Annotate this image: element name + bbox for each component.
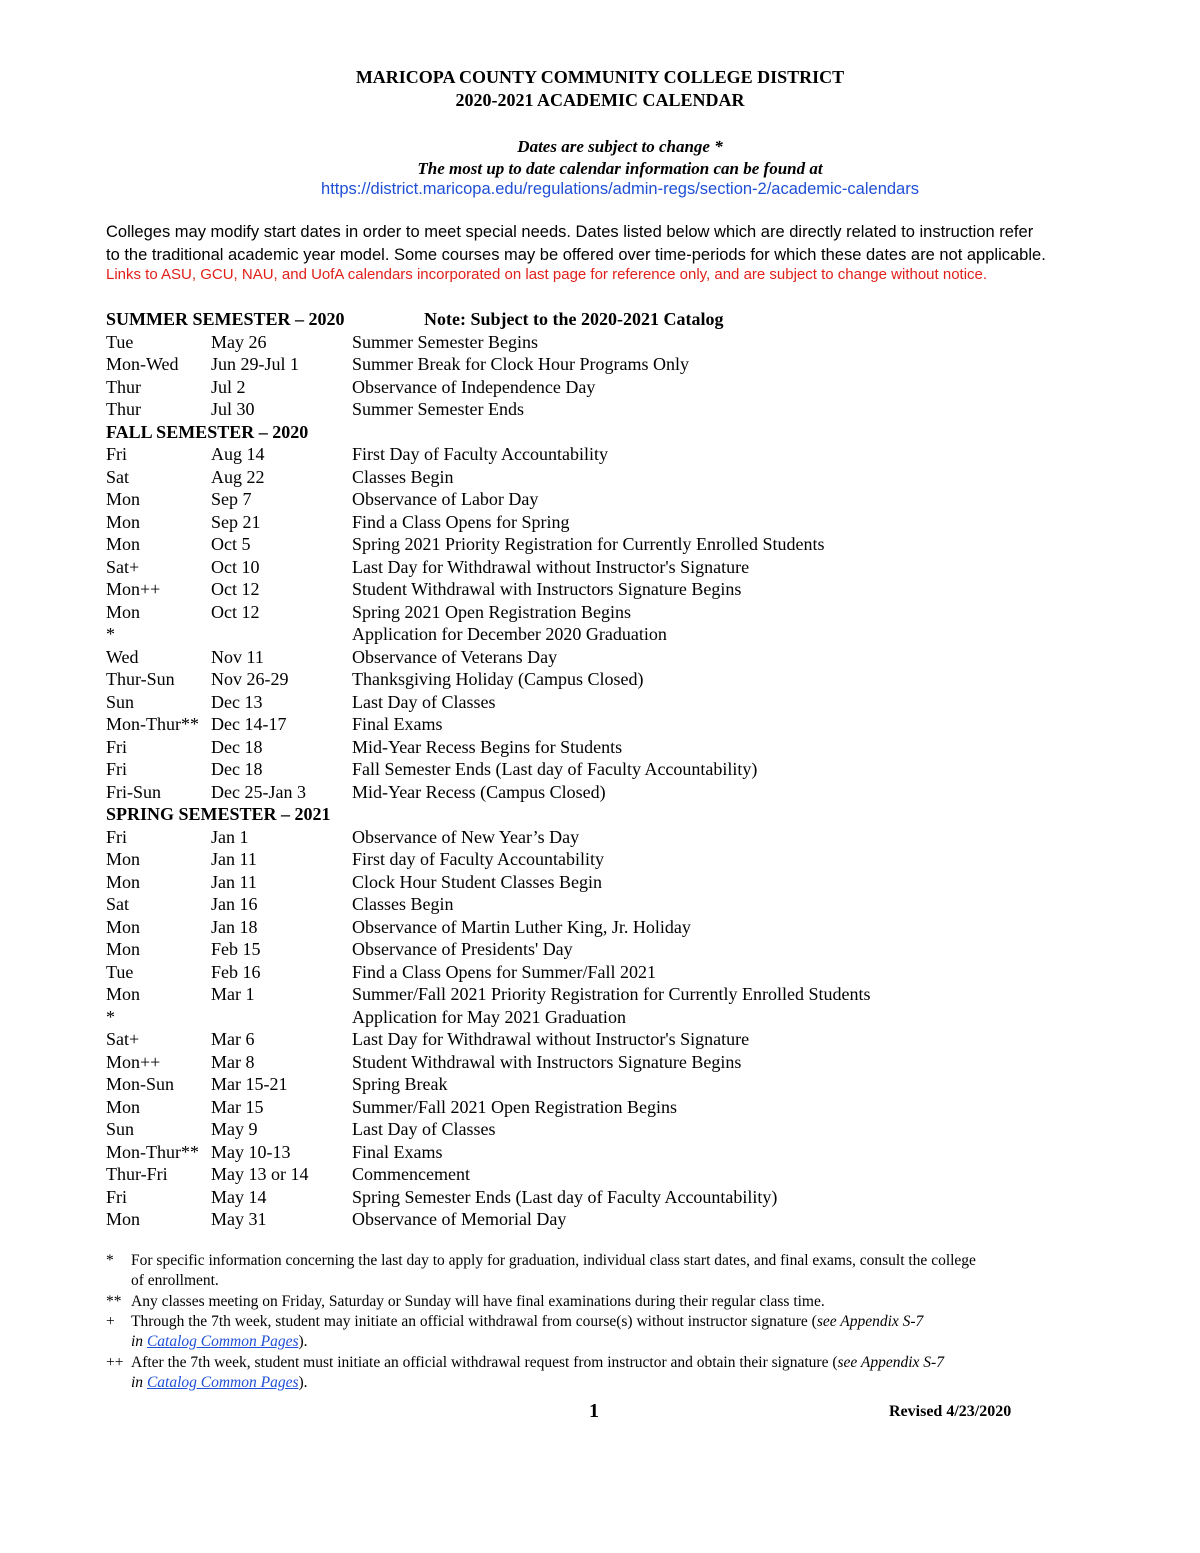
calendar-date: Feb 15 <box>211 939 261 959</box>
calendar-day: Thur <box>106 399 141 419</box>
calendar-date: Mar 1 <box>211 984 255 1004</box>
calendar-row <box>106 691 1106 714</box>
calendar-row <box>106 961 1106 984</box>
calendar-event: Application for December 2020 Graduation <box>352 624 667 644</box>
calendar-event: Mid-Year Recess (Campus Closed) <box>352 781 606 802</box>
calendar-date: Oct 12 <box>211 601 260 622</box>
footnote-double-plus-text: After the 7th week, student must initiate an official withdrawal request from instructor and obtain their signature ( <box>131 1354 838 1371</box>
footnote-plus-in: in <box>131 1333 144 1350</box>
calendar-day: Fri-Sun <box>106 781 162 802</box>
footnote-double-plus-mark: ++ <box>106 1354 124 1371</box>
calendar-event: Observance of Veterans Day <box>352 646 558 667</box>
calendar-day: Wed <box>106 646 139 667</box>
calendar-date: May 13 or 14 <box>211 1164 309 1184</box>
calendar-row <box>106 1006 1106 1029</box>
calendar-date: Jan 18 <box>211 916 258 937</box>
calendar-date: Mar 8 <box>211 1051 255 1072</box>
calendar-row <box>106 871 1106 894</box>
calendar-date: Dec 13 <box>211 691 263 712</box>
calendar-row <box>106 376 1106 399</box>
calendar-row <box>106 1208 1106 1231</box>
calendar-date: Jan 1 <box>211 826 249 847</box>
calendar-date: Sep 7 <box>211 489 252 509</box>
calendar-row <box>106 938 1106 961</box>
calendar-date: Aug 22 <box>211 466 265 487</box>
calendar-title: 2020-2021 ACADEMIC CALENDAR <box>455 90 745 110</box>
calendar-event: Spring 2021 Open Registration Begins <box>352 601 631 622</box>
calendar-row <box>106 1051 1106 1074</box>
catalog-common-pages-link[interactable]: Catalog Common Pages <box>146 1333 299 1350</box>
calendar-date: May 10-13 <box>211 1141 291 1162</box>
calendar-date: Nov 26-29 <box>211 669 289 689</box>
spring-rows <box>106 826 1106 1231</box>
calendar-event: First day of Faculty Accountability <box>352 849 604 869</box>
summer-rows <box>106 331 1106 421</box>
calendar-day: Mon-Sun <box>106 1074 175 1094</box>
calendar-row <box>106 601 1106 624</box>
calendar-day: Mon <box>106 984 141 1004</box>
calendar-date: Jul 30 <box>211 399 255 419</box>
calendar-day: Mon <box>106 489 141 509</box>
calendar-day: * <box>106 624 115 644</box>
calendar-day: Tue <box>106 331 134 352</box>
page-number: 1 <box>589 1400 599 1422</box>
footnote-plus-mark: + <box>106 1313 115 1330</box>
calendar-day: Sat <box>106 894 130 914</box>
footnote-star-text: For specific information concerning the last day to apply for graduation, individual class start dates, and final exams, consult the college <box>131 1252 976 1269</box>
calendar-row <box>106 353 1106 376</box>
calendar-day: Thur <box>106 376 141 397</box>
calendar-date: Jun 29-Jul 1 <box>211 354 300 374</box>
summer-heading-row <box>106 308 1106 331</box>
calendar-event: First Day of Faculty Accountability <box>352 444 608 464</box>
calendar-event: Classes Begin <box>352 894 454 914</box>
calendar-date: Dec 18 <box>211 759 263 779</box>
calendar-day: Mon <box>106 534 141 554</box>
calendar-row <box>106 983 1106 1006</box>
summer-heading: SUMMER SEMESTER – 2020 <box>106 309 345 329</box>
footnote-double-star-text: Any classes meeting on Friday, Saturday or Sunday will have final examinations during their regular class time. <box>131 1293 825 1310</box>
calendar-event: Final Exams <box>352 714 443 734</box>
calendar-row <box>106 646 1106 669</box>
calendar-row <box>106 1096 1106 1119</box>
footnote-double-plus-appendix: see Appendix S-7 <box>837 1354 944 1371</box>
calendar-event: Summer/Fall 2021 Open Registration Begins <box>352 1096 677 1117</box>
calendar-date: Mar 6 <box>211 1029 255 1049</box>
calendar-date: Oct 12 <box>211 579 260 599</box>
calendar-row <box>106 466 1106 489</box>
calendar-date: May 26 <box>211 331 267 352</box>
calendar-day: Mon <box>106 601 141 622</box>
calendar-day: Sun <box>106 691 135 712</box>
calendar-day: Fri <box>106 826 128 847</box>
calendar-day: Sun <box>106 1119 135 1139</box>
calendar-row <box>106 1028 1106 1051</box>
calendar-day: Mon-Thur** <box>106 714 199 734</box>
spring-heading-row <box>106 803 1106 826</box>
calendar-day: Mon <box>106 511 141 532</box>
fall-heading: FALL SEMESTER – 2020 <box>106 421 309 442</box>
calendar-event: Summer Break for Clock Hour Programs Only <box>352 354 689 374</box>
calendar-event: Final Exams <box>352 1141 443 1162</box>
calendar-row <box>106 533 1106 556</box>
calendar-event: Summer/Fall 2021 Priority Registration for Currently Enrolled Students <box>352 984 871 1004</box>
calendar-row <box>106 1163 1106 1186</box>
calendar-day: Fri <box>106 444 128 464</box>
links-disclaimer: Links to ASU, GCU, NAU, and UofA calendars incorporated on last page for reference only, and are subject to change without notice. <box>106 266 988 283</box>
intro-line-2: to the traditional academic year model. Some courses may be offered over time-periods for which these dates are not applicable. <box>106 246 1046 264</box>
calendar-date: Mar 15-21 <box>211 1074 288 1094</box>
calendar-event: Thanksgiving Holiday (Campus Closed) <box>352 669 644 689</box>
calendar-event: Fall Semester Ends (Last day of Faculty Accountability) <box>352 759 758 779</box>
calendar-event: Mid-Year Recess Begins for Students <box>352 736 623 757</box>
footnote-double-star-mark: ** <box>106 1293 122 1310</box>
intro-line-1: Colleges may modify start dates in order to meet special needs. Dates listed below which are directly related to instruction refer <box>106 223 1034 241</box>
calendar-event: Observance of Presidents' Day <box>352 939 573 959</box>
calendar-event: Application for May 2021 Graduation <box>352 1006 626 1027</box>
calendar-day: Mon-Thur** <box>106 1141 199 1162</box>
calendar-date: May 14 <box>211 1186 267 1207</box>
calendar-row <box>106 826 1106 849</box>
calendar-day: Fri <box>106 759 128 779</box>
fall-rows <box>106 443 1106 803</box>
calendar-day: Sat+ <box>106 556 140 577</box>
calendar-day: * <box>106 1006 115 1027</box>
calendar-date: Jan 16 <box>211 894 258 914</box>
calendar-table <box>106 308 1106 1231</box>
footnote-star-mark: * <box>106 1252 114 1269</box>
catalog-note: Note: Subject to the 2020-2021 Catalog <box>424 309 724 329</box>
calendar-event: Observance of Martin Luther King, Jr. Holiday <box>352 916 691 937</box>
calendar-row <box>106 488 1106 511</box>
calendar-row <box>106 331 1106 354</box>
calendar-date: Sep 21 <box>211 511 261 532</box>
footnote-plus-text: Through the 7th week, student may initiate an official withdrawal from course(s) without instructor signature ( <box>131 1313 817 1330</box>
calendar-row <box>106 668 1106 691</box>
calendar-row <box>106 736 1106 759</box>
calendar-row <box>106 398 1106 421</box>
calendar-date: Dec 14-17 <box>211 714 287 734</box>
calendar-day: Sat+ <box>106 1029 140 1049</box>
footnote-double-plus-end: ). <box>298 1374 308 1391</box>
calendar-date: Oct 5 <box>211 534 251 554</box>
catalog-common-pages-link-2[interactable]: Catalog Common Pages <box>146 1374 299 1391</box>
calendar-event: Clock Hour Student Classes Begin <box>352 871 602 892</box>
calendar-row <box>106 758 1106 781</box>
district-title: MARICOPA COUNTY COMMUNITY COLLEGE DISTRICT <box>355 67 845 87</box>
calendar-day: Mon <box>106 1096 141 1117</box>
calendar-row <box>106 578 1106 601</box>
calendar-date: May 31 <box>211 1209 267 1229</box>
up-to-date-note: The most up to date calendar information can be found at <box>417 159 823 178</box>
calendar-day: Mon <box>106 1209 141 1229</box>
calendar-row <box>106 848 1106 871</box>
calendar-row <box>106 893 1106 916</box>
calendar-row <box>106 1118 1106 1141</box>
calendar-day: Sat <box>106 466 130 487</box>
calendar-date: Dec 25-Jan 3 <box>211 781 306 802</box>
calendar-day: Fri <box>106 736 128 757</box>
calendar-day: Mon <box>106 916 141 937</box>
calendar-date: Feb 16 <box>211 961 261 982</box>
calendar-day: Mon++ <box>106 579 161 599</box>
calendar-event: Summer Semester Begins <box>352 331 538 352</box>
calendar-row <box>106 781 1106 804</box>
calendar-event: Observance of Independence Day <box>352 376 596 397</box>
calendar-date: Jan 11 <box>211 871 257 892</box>
calendar-event: Student Withdrawal with Instructors Signature Begins <box>352 579 742 599</box>
calendar-event: Summer Semester Ends <box>352 399 524 419</box>
calendar-event: Last Day of Classes <box>352 691 496 712</box>
calendar-day: Thur-Fri <box>106 1164 168 1184</box>
calendar-date: Jul 2 <box>211 376 246 397</box>
calendar-row <box>106 713 1106 736</box>
calendar-row <box>106 623 1106 646</box>
footnote-double-plus-in: in <box>131 1374 144 1391</box>
calendar-event: Spring 2021 Priority Registration for Currently Enrolled Students <box>352 534 825 554</box>
calendar-row <box>106 511 1106 534</box>
footnote-plus-appendix: see Appendix S-7 <box>816 1313 924 1330</box>
calendar-day: Mon++ <box>106 1051 161 1072</box>
calendar-row <box>106 1186 1106 1209</box>
calendar-row <box>106 1073 1106 1096</box>
calendar-event: Observance of Labor Day <box>352 489 539 509</box>
calendar-event: Observance of New Year’s Day <box>352 826 580 847</box>
calendar-row <box>106 556 1106 579</box>
calendar-day: Mon <box>106 871 141 892</box>
calendar-event: Student Withdrawal with Instructors Signature Begins <box>352 1051 742 1072</box>
fall-heading-row <box>106 421 1106 444</box>
calendar-date: Jan 11 <box>211 849 257 869</box>
calendar-event: Classes Begin <box>352 466 454 487</box>
calendar-url-link[interactable]: https://district.maricopa.edu/regulations/admin-regs/section-2/academic-calendars <box>321 180 919 198</box>
calendar-event: Observance of Memorial Day <box>352 1209 567 1229</box>
calendar-row <box>106 916 1106 939</box>
calendar-url-line <box>0 180 1200 199</box>
calendar-event: Find a Class Opens for Summer/Fall 2021 <box>352 961 656 982</box>
calendar-date: Nov 11 <box>211 646 264 667</box>
calendar-row <box>106 1141 1106 1164</box>
calendar-day: Mon <box>106 849 141 869</box>
spring-heading: SPRING SEMESTER – 2021 <box>106 804 331 824</box>
calendar-date: Dec 18 <box>211 736 263 757</box>
calendar-date: Aug 14 <box>211 444 265 464</box>
calendar-event: Commencement <box>352 1164 470 1184</box>
calendar-event: Spring Semester Ends (Last day of Faculty Accountability) <box>352 1186 778 1207</box>
calendar-day: Fri <box>106 1186 128 1207</box>
calendar-event: Last Day for Withdrawal without Instructor's Signature <box>352 1029 750 1049</box>
calendar-date: Mar 15 <box>211 1096 264 1117</box>
calendar-day: Mon <box>106 939 141 959</box>
revised-date: Revised 4/23/2020 <box>889 1403 1012 1420</box>
calendar-day: Thur-Sun <box>106 669 175 689</box>
calendar-day: Tue <box>106 961 134 982</box>
calendar-day: Mon-Wed <box>106 354 179 374</box>
calendar-event: Last Day of Classes <box>352 1119 496 1139</box>
calendar-row <box>106 443 1106 466</box>
calendar-event: Find a Class Opens for Spring <box>352 511 570 532</box>
subject-to-change-note: Dates are subject to change * <box>517 137 723 156</box>
calendar-event: Spring Break <box>352 1074 448 1094</box>
calendar-date: May 9 <box>211 1119 258 1139</box>
footnote-plus-end: ). <box>298 1333 308 1350</box>
footnote-star-text-2: of enrollment. <box>131 1272 219 1289</box>
calendar-date: Oct 10 <box>211 556 260 577</box>
calendar-event: Last Day for Withdrawal without Instructor's Signature <box>352 556 750 577</box>
